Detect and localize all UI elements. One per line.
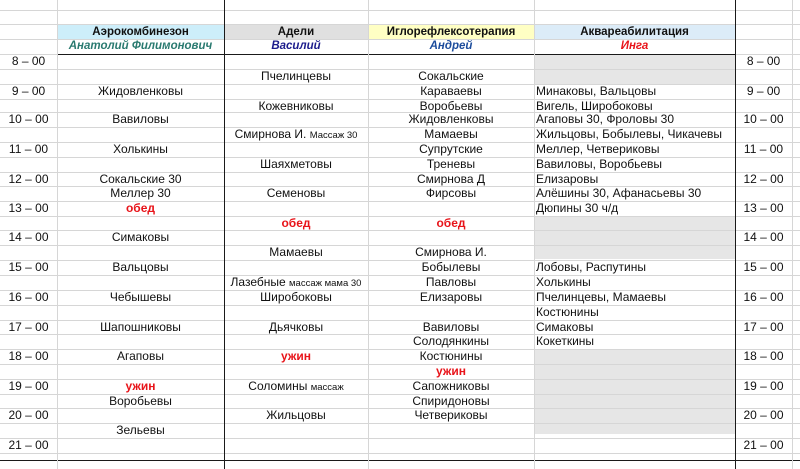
igla-cell[interactable]: Сапожниковы [412,379,490,393]
aero-cell[interactable]: Чебышевы [109,290,172,304]
time-label-right[interactable]: 10 – 00 [743,112,784,126]
igla-lunch-cell[interactable]: обед [436,216,466,230]
time-label-right[interactable]: 18 – 00 [743,349,784,363]
adeli-specialist-name[interactable]: Василий [271,40,321,52]
aero-cell[interactable]: Сокальские 30 [99,172,182,186]
igla-cell[interactable]: Павловы [425,275,477,289]
igla-cell[interactable]: Воробьевы [419,99,483,113]
aero-cell[interactable]: Жидовленковы [98,84,183,98]
adeli-client-name: Соломины [248,379,308,393]
aqua-specialist-name[interactable]: Инга [620,40,649,52]
aero-cell[interactable]: Меллер 30 [110,186,171,200]
aero-cell[interactable]: Зельевы [116,423,165,437]
aqua-cell[interactable]: Кокеткины [536,334,595,348]
aqua-cell[interactable]: Костюнины [536,305,599,319]
aqua-cell[interactable]: Агаповы 30, Фроловы 30 [536,112,675,126]
adeli-cell[interactable] [224,379,368,394]
adeli-cell[interactable]: Дьячковы [268,320,324,334]
time-label-left[interactable]: 18 – 00 [8,349,49,363]
igla-specialist-name[interactable]: Андрей [429,40,473,52]
time-label-right[interactable]: 13 – 00 [743,201,784,215]
adeli-cell[interactable]: Шаяхметовы [260,157,332,171]
aqua-cell[interactable]: Холькины [536,275,591,289]
aero-cell[interactable]: Агаповы [117,349,164,363]
adeli-cell[interactable]: Пчелинцевы [261,69,331,83]
aqua-column-header[interactable]: Аквареабилитация [580,26,689,38]
aqua-cell[interactable]: Жильцовы, Бобылевы, Чикачевы [536,127,723,141]
aqua-gray-block [534,216,735,259]
adeli-client-name: Смирнова И. [234,127,307,141]
time-label-left[interactable]: 21 – 00 [8,438,49,452]
adeli-cell[interactable]: Мамаевы [269,245,323,259]
adeli-cell[interactable] [224,275,368,290]
time-label-left[interactable]: 20 – 00 [8,408,49,422]
igla-cell[interactable]: Смирнова Д [417,172,485,186]
time-label-right[interactable]: 15 – 00 [743,260,784,274]
time-label-left[interactable]: 15 – 00 [8,260,49,274]
igla-cell[interactable]: Бобылевы [421,260,481,274]
adeli-lunch-cell[interactable]: обед [281,216,311,230]
time-label-left[interactable]: 14 – 00 [8,230,49,244]
aero-specialist-name[interactable]: Анатолий Филимонович [68,40,213,52]
aero-cell[interactable]: Холькины [113,142,168,156]
aqua-cell[interactable]: Алёшины 30, Афанасьевы 30 [536,186,702,200]
adeli-cell[interactable]: Жильцовы [266,408,326,422]
aqua-cell[interactable]: Минаковы, Вальцовы [536,84,657,98]
adeli-note: массаж [310,382,344,393]
igla-cell[interactable]: Костюнины [419,349,483,363]
igla-cell[interactable]: Треневы [426,157,476,171]
time-label-right[interactable]: 17 – 00 [743,320,784,334]
aero-lunch-cell[interactable]: обед [125,201,156,215]
time-label-right[interactable]: 14 – 00 [743,230,784,244]
adeli-note: Массаж 30 [309,130,358,141]
time-label-right[interactable]: 19 – 00 [743,379,784,393]
igla-cell[interactable]: Жидовленковы [408,112,494,126]
aero-cell[interactable]: Вальцовы [112,260,169,274]
igla-dinner-cell[interactable]: ужин [436,364,466,378]
time-label-left[interactable]: 19 – 00 [8,379,49,393]
time-label-left[interactable]: 11 – 00 [8,142,49,156]
igla-cell[interactable]: Сокальские [418,69,484,83]
time-label-left[interactable]: 9 – 00 [11,84,46,98]
igla-cell[interactable]: Мамаевы [424,127,478,141]
igla-cell[interactable]: Солодянкины [413,334,489,348]
aqua-cell[interactable]: Меллер, Четвериковы [536,142,660,156]
adeli-cell[interactable]: Семеновы [266,186,326,200]
time-label-left[interactable]: 10 – 00 [8,112,49,126]
time-label-left[interactable]: 13 – 00 [8,201,49,215]
adeli-cell[interactable]: Широбоковы [260,290,332,304]
igla-column-header[interactable]: Иглорефлексотерапия [386,26,516,38]
aqua-cell[interactable]: Пчелинцевы, Мамаевы [536,290,666,304]
time-label-right[interactable]: 9 – 00 [746,84,781,98]
igla-cell[interactable]: Четвериковы [414,408,488,422]
igla-cell[interactable]: Вавиловы [422,320,480,334]
aqua-gray-block [534,349,735,434]
aqua-cell[interactable]: Елизаровы [536,172,599,186]
aero-cell[interactable]: Шапошниковы [100,320,181,334]
time-label-right[interactable]: 16 – 00 [743,290,784,304]
adeli-cell[interactable] [224,127,368,142]
aero-dinner-cell[interactable]: ужин [125,379,156,393]
time-label-left[interactable]: 8 – 00 [11,54,46,68]
igla-cell[interactable]: Смирнова И. [415,245,487,259]
time-label-right[interactable]: 12 – 00 [743,172,784,186]
igla-cell[interactable]: Супрутские [419,142,483,156]
igla-cell[interactable]: Елизаровы [419,290,483,304]
time-label-right[interactable]: 8 – 00 [746,54,781,68]
adeli-column-header[interactable]: Адели [277,26,315,38]
igla-cell[interactable]: Караваевы [420,84,482,98]
aqua-cell[interactable]: Лобовы, Распутины [536,260,646,274]
aero-cell[interactable]: Воробьевы [109,394,172,408]
time-label-left[interactable]: 17 – 00 [8,320,49,334]
aqua-cell[interactable]: Симаковы [536,320,594,334]
adeli-dinner-cell[interactable]: ужин [281,349,311,363]
adeli-note: массаж мама 30 [289,278,362,289]
time-label-left[interactable]: 12 – 00 [8,172,49,186]
igla-cell[interactable]: Фирсовы [425,186,477,200]
igla-cell[interactable]: Спиридоновы [412,394,490,408]
adeli-client-name: Лазебные [230,275,286,289]
adeli-cell[interactable]: Кожевниковы [258,99,334,113]
aqua-cell[interactable]: Дюпины 30 ч/д [536,201,619,215]
aero-cell[interactable]: Симаковы [111,230,170,244]
time-label-right[interactable]: 21 – 00 [743,438,784,452]
aero-cell[interactable]: Вавиловы [112,112,169,126]
time-label-left[interactable]: 16 – 00 [8,290,49,304]
time-label-right[interactable]: 11 – 00 [743,142,784,156]
aqua-cell[interactable]: Вигель, Широбоковы [536,99,653,113]
time-label-right[interactable]: 20 – 00 [743,408,784,422]
aqua-cell[interactable]: Вавиловы, Воробьевы [536,157,663,171]
aero-column-header[interactable]: Аэрокомбинезон [92,26,189,38]
